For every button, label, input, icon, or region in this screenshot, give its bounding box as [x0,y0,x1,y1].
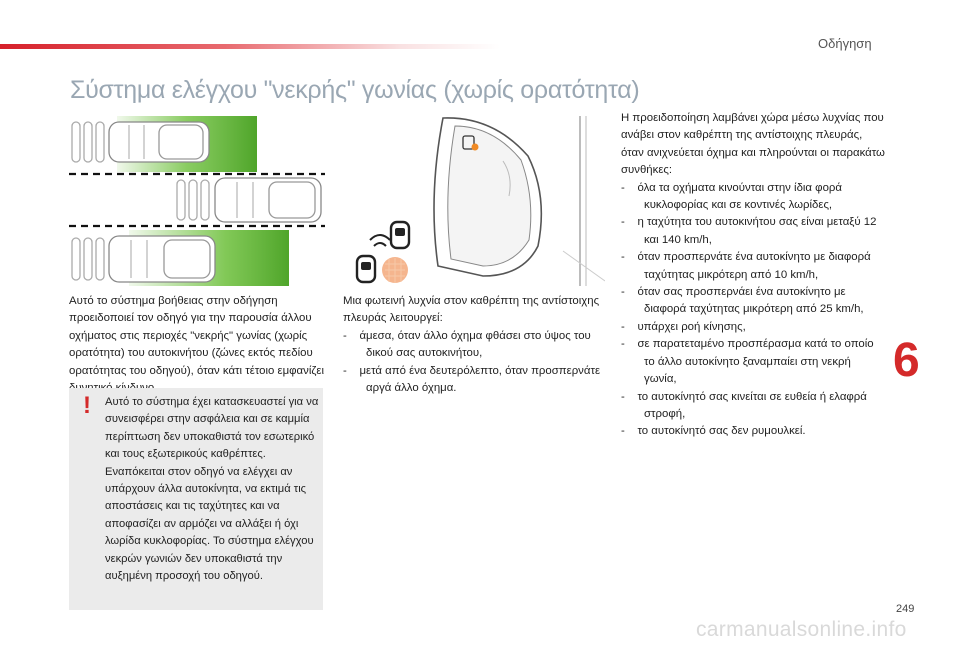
list-item: - σε παρατεταμένο προσπέρασμα κατά το οποίο το άλλο αυτοκίνητο ξαναμπαίει στη νεκρή γωνία, [621,338,874,386]
list-item: - το αυτοκίνητό σας δεν ρυμουλκεί. [621,425,806,438]
page-number: 249 [896,603,915,615]
conditions-lead: Η προειδοποίηση λαμβάνει χώρα μέσω λυχνίας που ανάβει στον καθρέπτη της αντίστοιχης πλευράς, όταν ανιχνεύεται όχημα και πληρούνται οι παρακάτω συνθήκες: [621,112,885,177]
list-item: - υπάρχει ροή κίνησης, [621,320,746,333]
page-title: Σύστημα ελέγχου "νεκρής" γωνίας (χωρίς ορατότητα) [70,76,640,104]
warning-box [69,388,323,610]
blind-spot-zones-illustration [69,116,325,286]
warning-text: Αυτό το σύστημα έχει κατασκευαστεί για να συνεισφέρει στην ασφάλεια και σε καμμία περίπτωση δεν υποκαθιστά τον εσωτερικό και τους εξωτερικούς καθρέπτες. Εναπόκειται στον οδηγό να ελέγχει αν υπάρχουν άλλα αυτοκίνητα, να εκτιμά τις αποστάσεις και τις ταχύτητες και να αποφασίζει αν αρμόζει να αλλάξει ή όχι λωρίδα κυκλοφορίας. Το σύστημα ελέγχου νεκρών γωνιών δεν υποκαθιστά την αυξημένη προσοχή του οδηγού. [105,396,319,583]
list-item: - άμεσα, όταν άλλο όχημα φθάσει στο ύψος του δικού σας αυτοκινήτου, [343,329,591,360]
intro-text: Αυτό το σύστημα βοήθειας στην οδήγηση προειδοποιεί τον οδηγό για την παρουσία άλλου οχήματος στις περιοχές "νεκρής" γωνίας (χωρίς ορατότητα) του αυτοκινήτου (ζώνες εκτός πεδίου ορατότητας του οδηγού), όταν κάτι τέτοιο εμφανίζει [69,295,324,377]
section-label: Οδήγηση [818,36,872,51]
mirror-lamp-illustration [343,116,605,286]
list-item: - η ταχύτητα του αυτοκινήτου σας είναι μεταξύ 12 και 140 km/h, [621,216,877,246]
list-item: - όταν προσπερνάτε ένα αυτοκίνητο με διαφορά ταχύτητας μικρότερη από 10 km/h, [621,251,871,281]
list-item: - όλα τα οχήματα κινούνται στην ίδια φορά κυκλοφορίας και σε κοντινές λωρίδες, [621,181,842,212]
watermark: carmanualsonline.info [696,618,907,641]
exclamation-icon: ! [83,392,91,419]
conditions-text [621,110,885,441]
chapter-number: 6 [893,334,920,387]
list-item: - το αυτοκίνητό σας κινείται σε ευθεία ή ελαφρά στροφή, [621,390,867,420]
lamp-description [343,293,605,397]
list-item: - μετά από ένα δευτερόλεπτο, όταν προσπερνάτε αργά άλλο όχημα. [343,364,601,395]
list-item: - όταν σας προσπερνάει ένα αυτοκίνητο με διαφορά ταχύτητας μικρότερη από 25 km/h, [621,286,864,316]
lamp-lead: Μια φωτεινή λυχνία στον καθρέπτη της αντίστοιχης πλευράς λειτουργεί: [343,295,600,325]
header-accent-bar [0,44,500,49]
